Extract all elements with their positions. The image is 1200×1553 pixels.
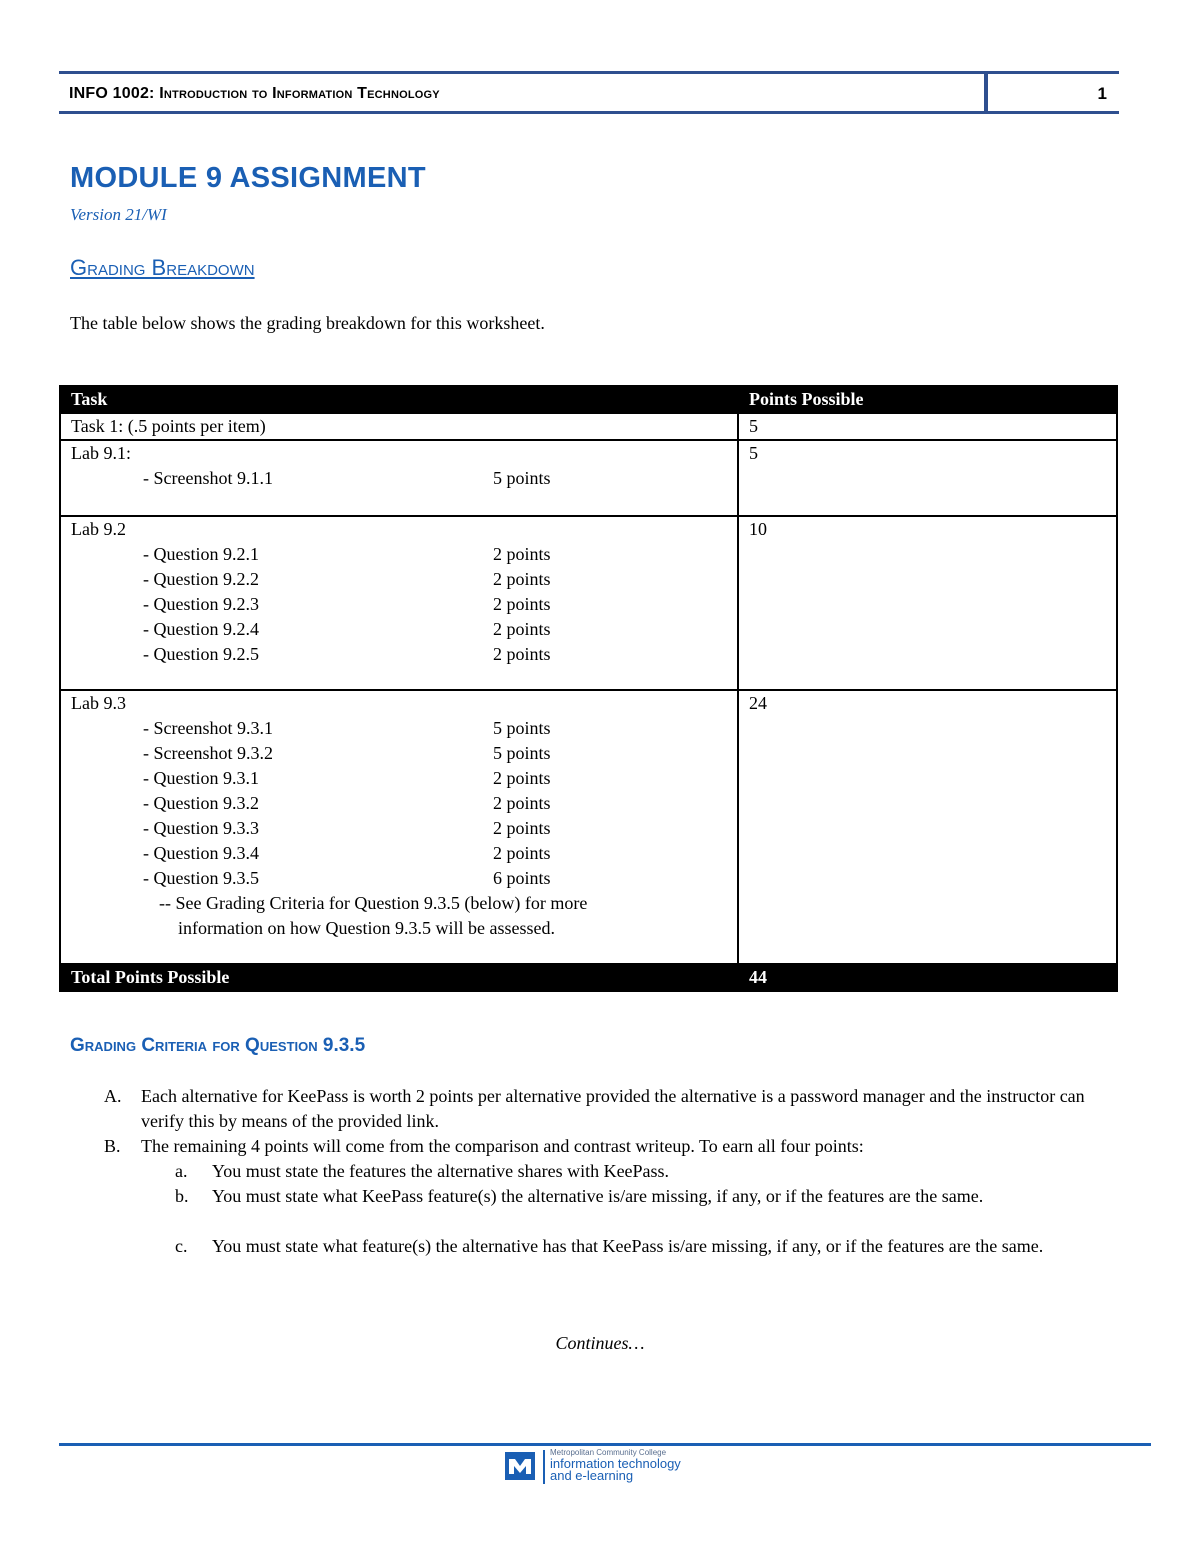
total-value: 44 xyxy=(749,967,767,987)
grading-table xyxy=(59,385,1118,992)
list-item xyxy=(71,567,727,592)
task-cell: Lab 9.2 xyxy=(71,519,126,539)
list-text: Each alternative for KeePass is worth 2 points per alternative provided the alternative is a password manager and the instructor can verify this by means of the provided link. xyxy=(141,1086,1085,1131)
footer-logo xyxy=(505,1448,705,1488)
grading-breakdown-heading: Grading Breakdown xyxy=(70,255,255,280)
col-task-header: Task xyxy=(71,389,108,409)
list-item xyxy=(71,741,727,766)
item-name: - Question 9.3.1 xyxy=(143,768,259,788)
points-cell: 5 xyxy=(749,416,758,436)
logo-line-1: information technology xyxy=(550,1456,681,1471)
list-marker: a. xyxy=(175,1161,188,1181)
header-divider xyxy=(984,71,988,114)
item-name: - Question 9.2.5 xyxy=(143,644,259,664)
college-logo-icon xyxy=(505,1452,535,1480)
list-item xyxy=(71,466,727,491)
list-marker: b. xyxy=(175,1186,189,1206)
item-name: - Screenshot 9.3.1 xyxy=(143,718,273,738)
item-name: - Question 9.3.2 xyxy=(143,793,259,813)
table-row xyxy=(61,441,1116,517)
item-name: - Question 9.2.3 xyxy=(143,594,259,614)
list-text: The remaining 4 points will come from the comparison and contrast writeup. To earn all four points: xyxy=(141,1136,864,1156)
criteria-heading: Grading Criteria for Question 9.3.5 xyxy=(70,1035,366,1056)
list-item xyxy=(71,592,727,617)
points-cell: 5 xyxy=(749,443,758,463)
logo-college-name: Metropolitan Community College xyxy=(550,1448,667,1457)
col-points-header: Points Possible xyxy=(749,389,864,409)
task-cell: Lab 9.1: xyxy=(71,443,131,463)
table-row xyxy=(61,517,1116,691)
logo-divider xyxy=(543,1450,545,1484)
item-points: 2 points xyxy=(493,793,551,813)
item-name: - Question 9.2.2 xyxy=(143,569,259,589)
course-name: Introduction to Information Technology xyxy=(159,85,440,102)
note-text-1: -- See Grading Criteria for Question 9.3.5 (below) for more xyxy=(159,893,588,913)
list-marker: A. xyxy=(104,1086,122,1106)
points-cell: 24 xyxy=(749,693,767,713)
course-code: INFO 1002: xyxy=(69,85,155,102)
item-name: - Question 9.2.4 xyxy=(143,619,259,639)
table-header-row xyxy=(61,387,1116,414)
item-name: - Question 9.3.5 xyxy=(143,868,259,888)
task-cell: Task 1: (.5 points per item) xyxy=(71,416,266,436)
course-title xyxy=(69,85,440,103)
list-item xyxy=(71,642,727,667)
item-points: 2 points xyxy=(493,569,551,589)
item-points: 2 points xyxy=(493,644,551,664)
item-name: - Question 9.3.3 xyxy=(143,818,259,838)
total-label: Total Points Possible xyxy=(71,967,230,987)
list-marker: c. xyxy=(175,1236,188,1256)
list-item xyxy=(71,791,727,816)
list-item xyxy=(71,716,727,741)
page-number: 1 xyxy=(1097,84,1107,103)
page-header xyxy=(59,71,1119,114)
item-points: 2 points xyxy=(493,619,551,639)
page-title: MODULE 9 ASSIGNMENT xyxy=(70,162,426,194)
intro-text: The table below shows the grading breakdown for this worksheet. xyxy=(70,313,545,333)
item-points: 2 points xyxy=(493,594,551,614)
list-item xyxy=(71,816,727,841)
logo-line-2: and e-learning xyxy=(550,1468,634,1483)
item-name: - Question 9.2.1 xyxy=(143,544,259,564)
task-cell: Lab 9.3 xyxy=(71,693,126,713)
item-points: 5 points xyxy=(493,468,551,488)
version-label: Version 21/WI xyxy=(70,205,167,224)
item-points: 6 points xyxy=(493,868,551,888)
item-points: 5 points xyxy=(493,718,551,738)
item-points: 2 points xyxy=(493,818,551,838)
item-name: - Question 9.3.4 xyxy=(143,843,259,863)
item-name: - Screenshot 9.1.1 xyxy=(143,468,273,488)
list-text: You must state what KeePass feature(s) the alternative is/are missing, if any, or if the features are the same. xyxy=(212,1186,984,1206)
list-item xyxy=(71,542,727,567)
list-item xyxy=(71,841,727,866)
note-line xyxy=(71,916,727,941)
item-points: 5 points xyxy=(493,743,551,763)
list-item xyxy=(71,617,727,642)
list-marker: B. xyxy=(104,1136,121,1156)
points-cell: 10 xyxy=(749,519,767,539)
item-points: 2 points xyxy=(493,843,551,863)
table-row xyxy=(61,414,1116,441)
item-points: 2 points xyxy=(493,768,551,788)
footer-divider xyxy=(59,1443,1151,1446)
list-item xyxy=(71,766,727,791)
item-points: 2 points xyxy=(493,544,551,564)
list-text: You must state the features the alternative shares with KeePass. xyxy=(212,1161,670,1181)
note-text-2: information on how Question 9.3.5 will be assessed. xyxy=(178,918,555,938)
list-text: You must state what feature(s) the alternative has that KeePass is/are missing, if any, or if the features are the same. xyxy=(212,1236,1044,1256)
list-item xyxy=(71,866,727,891)
item-name: - Screenshot 9.3.2 xyxy=(143,743,273,763)
note-line xyxy=(71,891,727,916)
table-row xyxy=(61,691,1116,965)
continues-note: Continues… xyxy=(555,1333,645,1353)
table-total-row xyxy=(61,965,1116,990)
